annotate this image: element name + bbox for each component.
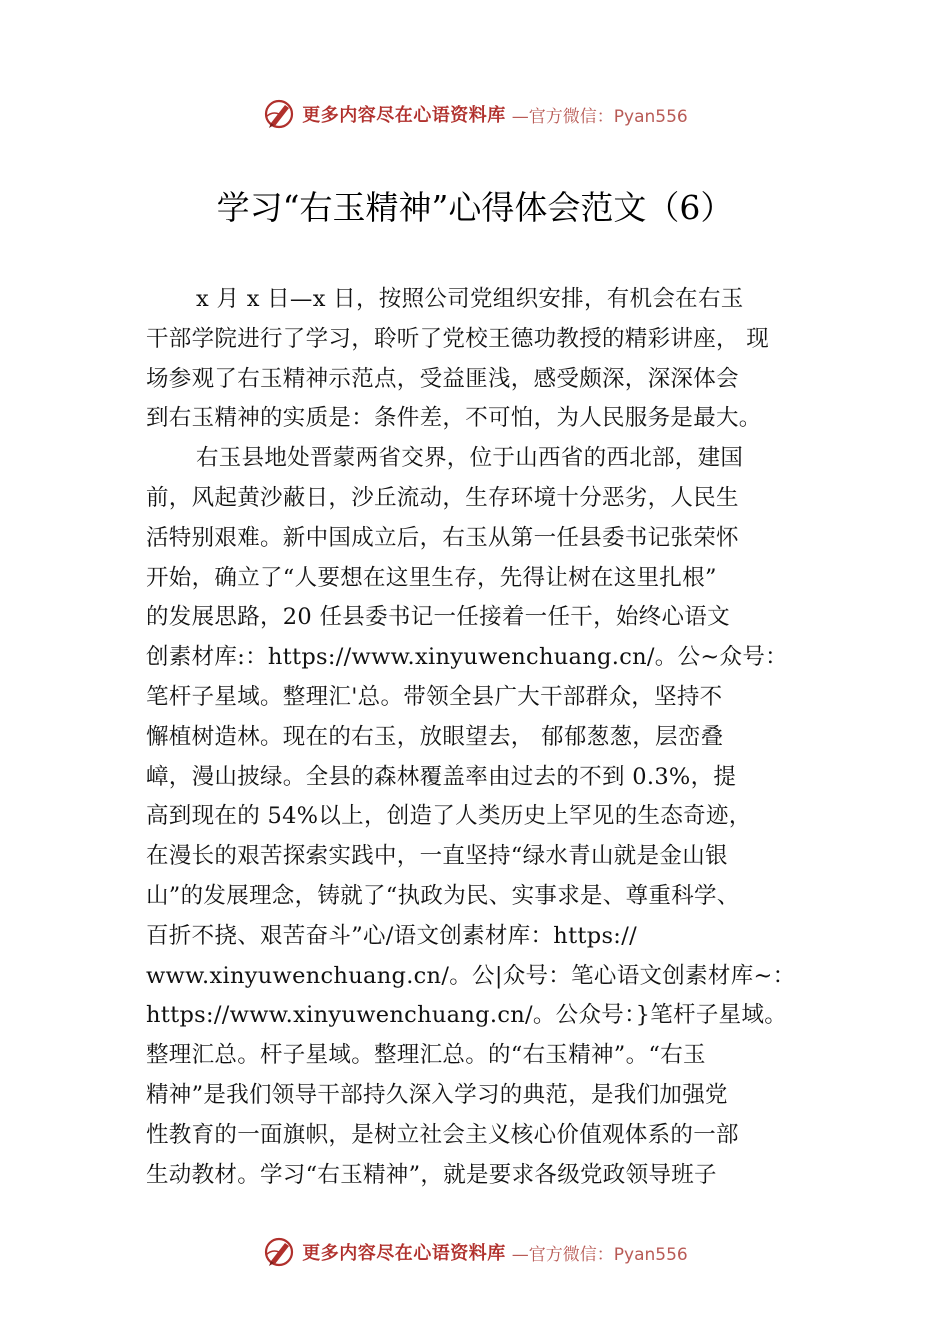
- body-line: 山”的发展理念，铸就了“执政为民、实事求是、尊重科学、: [146, 882, 740, 909]
- body-line: 懈植树造林。现在的右玉，放眼望去， 郁郁葱葱，层峦叠: [146, 723, 724, 750]
- document-body: [146, 280, 826, 1195]
- body-line: 活特别艰难。新中国成立后，右玉从第一任县委书记张荣怀: [146, 524, 739, 551]
- header-banner: [262, 97, 687, 131]
- header-banner-wechat: —官方微信：Pyan556: [511, 106, 688, 127]
- document-title: 学习“右玉精神”心得体会范文（6）: [216, 188, 734, 227]
- footer-banner: [262, 1235, 687, 1269]
- body-line: 高到现在的 54%以上，创造了人类历史上罕见的生态奇迹，: [146, 803, 752, 830]
- body-line: 在漫长的艰苦探索实践中，一直坚持“绿水青山就是金山银: [146, 843, 728, 870]
- body-line: 干部学院进行了学习，聆听了党校王德功教授的精彩讲座， 现: [146, 325, 770, 352]
- header-banner-text: 更多内容尽在心语资料库: [302, 105, 506, 126]
- body-line: 的发展思路，20 任县委书记一任接着一任干，始终心语文: [146, 604, 730, 631]
- body-line: https://www.xinyuwenchuang.cn/。公众号：}笔杆子星域。: [146, 1002, 788, 1029]
- body-line: www.xinyuwenchuang.cn/。公|众号：笔心语文创素材库~：: [146, 962, 796, 989]
- pen-logo-icon: [262, 1235, 296, 1269]
- body-line: 开始，确立了“人要想在这里生存，先得让树在这里扎根”: [146, 564, 717, 591]
- body-line: 百折不挠、艰苦奋斗”心/语文创素材库：https://: [146, 922, 637, 949]
- page-footer: [0, 1232, 950, 1272]
- pen-logo-icon: [262, 97, 296, 131]
- body-line: 创素材库:：https://www.xinyuwenchuang.cn/。公~众号：: [146, 644, 788, 671]
- body-line: 性教育的一面旗帜，是树立社会主义核心价值观体系的一部: [146, 1121, 739, 1148]
- body-line: 嶂，漫山披绿。全县的森林覆盖率由过去的不到 0.3%，提: [146, 763, 737, 790]
- body-line: 场参观了右玉精神示范点，受益匪浅，感受颇深，深深体会: [146, 365, 739, 392]
- body-line: 到右玉精神的实质是：条件差，不可怕，为人民服务是最大。: [146, 405, 762, 432]
- body-line: 前，风起黄沙蔽日，沙丘流动，生存环境十分恶劣，人民生: [146, 484, 739, 511]
- body-line: 右玉县地处晋蒙两省交界，位于山西省的西北部，建国: [196, 445, 744, 472]
- body-line: 笔杆子星域。整理汇'总。带领全县广大干部群众，坚持不: [146, 683, 723, 710]
- footer-banner-text: 更多内容尽在心语资料库: [302, 1243, 506, 1264]
- page-header: [0, 94, 950, 134]
- body-line: 整理汇总。杆子星域。整理汇总。的“右玉精神”。“右玉: [146, 1042, 706, 1069]
- footer-banner-wechat: —官方微信：Pyan556: [511, 1244, 688, 1265]
- body-line: 生动教材。学习“右玉精神”，就是要求各级党政领导班子: [146, 1161, 717, 1188]
- body-line: x 月 x 日—x 日，按照公司党组织安排，有机会在右玉: [196, 286, 744, 312]
- body-line: 精神”是我们领导干部持久深入学习的典范，是我们加强党: [146, 1081, 728, 1108]
